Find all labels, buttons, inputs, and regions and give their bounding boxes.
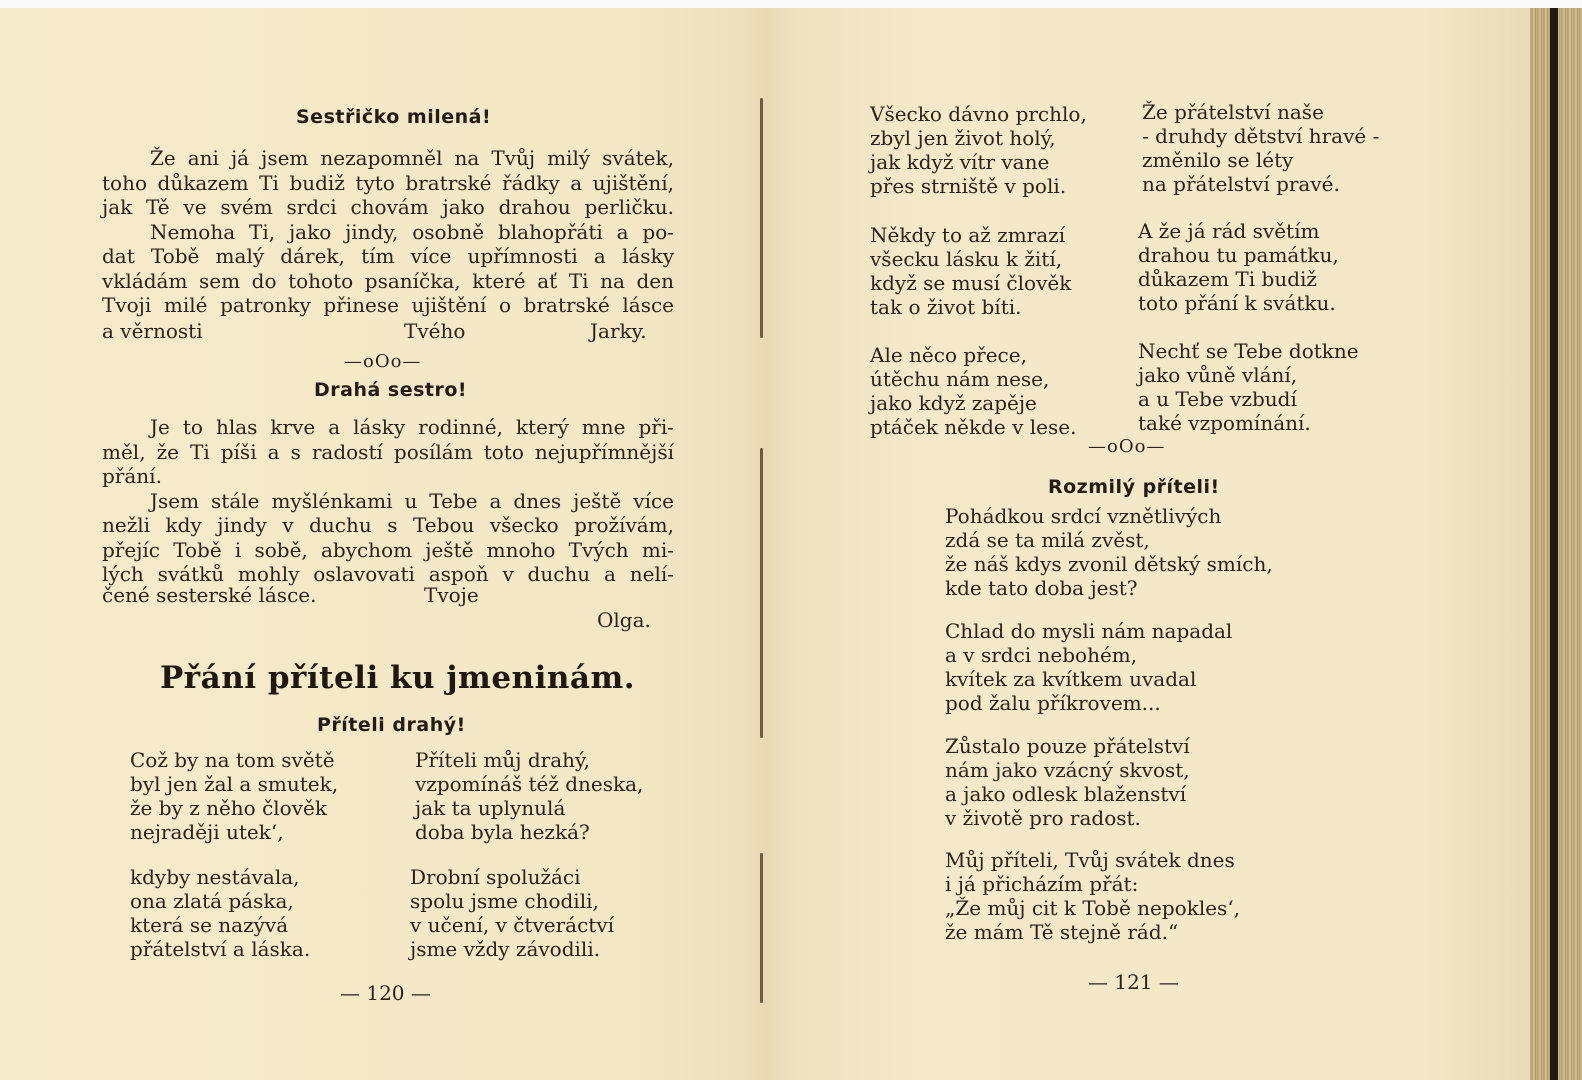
poem-stanza	[945, 619, 1232, 715]
verse-line: která se nazývá	[130, 913, 289, 937]
poem-heading: Příteli drahý!	[317, 714, 466, 736]
verse-line: Nechť se Tebe dotkne	[1138, 339, 1359, 363]
verse-line: Ale něco přece,	[870, 343, 1027, 367]
verse-line: toto přání k svátku.	[1138, 291, 1336, 315]
text-line: Že ani já jsem nezapomněl na Tvůj milý svátek,	[150, 146, 674, 170]
poem-stanza	[945, 848, 1240, 944]
verse-line: - druhdy dětství hravé -	[1142, 124, 1380, 148]
verse-line: byl jen žal a smutek,	[130, 772, 339, 796]
verse-line: ona zlatá páska,	[130, 889, 294, 913]
poem-stanza	[870, 343, 1076, 439]
verse-line: jsme vždy závodili.	[410, 937, 601, 961]
text-line: vkládám sem do tohoto psaníčka, které ať Ti na den	[102, 268, 674, 293]
verse-line: také vzpomínání.	[1138, 411, 1311, 435]
poem-stanza	[1138, 219, 1339, 315]
verse-line: přes strniště v poli.	[870, 174, 1067, 198]
letter2-heading: Drahá sestro!	[314, 379, 468, 401]
verse-line: v životě pro radost.	[945, 806, 1141, 830]
letter2-tvoje: Tvoje	[424, 583, 479, 607]
verse-line: jako když zapěje	[870, 391, 1037, 415]
verse-line: „Že můj cit k Tobě nepokles‘,	[945, 896, 1241, 920]
verse-line: na přátelství pravé.	[1142, 172, 1340, 196]
verse-line: a v srdci nebohém,	[945, 643, 1138, 667]
verse-line: Že přátelství naše	[1142, 100, 1324, 124]
verse-line: zbyl jen život holý,	[870, 126, 1056, 150]
verse-line: i já přicházím přát:	[945, 872, 1139, 896]
verse-line: Což by na tom světě	[130, 748, 335, 772]
text-line: jak Tě ve svém srdci chovám jako drahou perličku.	[102, 195, 674, 219]
letter2-body	[102, 415, 674, 587]
verse-line: jako vůně vlání,	[1138, 363, 1298, 387]
verse-line: kdyby nestávala,	[130, 865, 300, 889]
verse-line: důkazem Ti budiž	[1138, 267, 1317, 291]
verse-line: Příteli můj drahý,	[415, 748, 591, 772]
verse-line: když se musí člověk	[870, 271, 1072, 295]
letter1-closing: a věrnosti	[102, 319, 203, 343]
verse-line: ptáček někde v lese.	[870, 415, 1077, 439]
verse-line: kde tato doba jest?	[945, 576, 1138, 600]
verse-line: že by z něho člověk	[130, 796, 327, 820]
binding-thread	[760, 853, 763, 1003]
poem-stanza	[870, 223, 1071, 319]
poem-stanza	[410, 865, 614, 961]
page-number: — 121 —	[1088, 970, 1179, 994]
verse-line: pod žalu příkrovem...	[945, 691, 1161, 715]
right-page	[780, 8, 1520, 1080]
poem-stanza	[415, 748, 643, 844]
letter2-signature: Olga.	[597, 608, 651, 632]
text-line: Nemoha Ti, jako jindy, osobně blahopřáti a po-	[150, 219, 674, 244]
separator: —oOo—	[1088, 436, 1166, 457]
text-line: lých svátků mohly oslavovati aspoň v duchu a nelí-	[102, 562, 674, 586]
verse-line: přátelství a láska.	[130, 937, 311, 961]
verse-line: doba byla hezká?	[415, 820, 590, 844]
verse-line: nám jako vzácný skvost,	[945, 758, 1190, 782]
verse-line: drahou tu památku,	[1138, 243, 1339, 267]
separator: —oOo—	[344, 351, 422, 372]
verse-line: že mám Tě stejně rád.“	[945, 920, 1179, 944]
text-line: toho důkazem Ti budiž tyto bratrské řádky a ujištění,	[102, 170, 674, 195]
verse-line: Můj příteli, Tvůj svátek dnes	[945, 848, 1235, 872]
text-line: přejíc Tobě i sobě, abychom ještě mnoho Tvých mi-	[102, 537, 674, 562]
poem-stanza	[1138, 339, 1359, 435]
open-book	[0, 8, 1582, 1080]
verse-line: Drobní spolužáci	[410, 865, 581, 889]
text-line: Tvoji milé patronky přinese ujištění o bratrské lásce	[102, 293, 674, 317]
page-number: — 120 —	[340, 981, 431, 1005]
verse-line: jak když vítr vane	[870, 150, 1050, 174]
verse-line: jak ta uplynulá	[415, 796, 566, 820]
verse-line: tak o život bíti.	[870, 295, 1022, 319]
verse-line: zdá se ta milá zvěst,	[945, 528, 1150, 552]
letter1-tveho: Tvého	[404, 319, 466, 343]
text-line: Je to hlas krve a lásky rodinné, který mne při-	[150, 415, 674, 439]
verse-line: nejraději utek‘,	[130, 820, 284, 844]
binding-thread	[760, 98, 763, 338]
letter1-signature: Jarky.	[590, 319, 647, 343]
verse-line: a jako odlesk blaženství	[945, 782, 1187, 806]
verse-line: změnilo se léty	[1142, 148, 1294, 172]
verse-line: že náš kdys zvonil dětský smích,	[945, 552, 1273, 576]
text-line: nežli kdy jindy v duchu s Tebou všecko prožívám,	[102, 513, 674, 537]
verse-line: kvítek za kvítkem uvadal	[945, 667, 1197, 691]
poem-stanza	[870, 102, 1087, 198]
text-line: měl, že Ti píši a s radostí posílám toto nejupřímnější	[102, 439, 674, 464]
left-page	[0, 8, 760, 1080]
verse-line: Chlad do mysli nám napadal	[945, 619, 1233, 643]
verse-line: útěchu nám nese,	[870, 367, 1050, 391]
verse-line: A že já rád světím	[1138, 219, 1320, 243]
verse-line: a u Tebe vzbudí	[1138, 387, 1297, 411]
section-title: Přání příteli ku jmeninám.	[160, 660, 636, 696]
letter1-body	[102, 146, 674, 318]
poem2-heading: Rozmilý příteli!	[1048, 476, 1220, 498]
verse-line: Všecko dávno prchlo,	[870, 102, 1087, 126]
verse-line: vzpomínáš též dneska,	[415, 772, 644, 796]
text-line: Jsem stále myšlénkami u Tebe a dnes ještě více	[150, 488, 674, 513]
verse-line: Zůstalo pouze přátelství	[945, 734, 1190, 758]
verse-line: Někdy to až zmrazí	[870, 223, 1066, 247]
letter1-heading: Sestřičko milená!	[296, 106, 492, 128]
poem-stanza	[130, 865, 310, 961]
verse-line: v učení, v čtveráctví	[410, 913, 615, 937]
verse-line: všecku lásku k žití,	[870, 247, 1063, 271]
poem-stanza	[945, 504, 1273, 600]
text-line: přání.	[102, 464, 162, 488]
text-line: dat Tobě malý dárek, tím více upřímnosti a lásky	[102, 244, 674, 268]
letter2-closing: čené sesterské lásce.	[102, 583, 317, 607]
poem-stanza	[130, 748, 338, 844]
verse-line: Pohádkou srdcí vznětlivých	[945, 504, 1222, 528]
scan-top-border	[0, 0, 1582, 8]
binding-thread	[760, 448, 763, 738]
poem-stanza	[1142, 100, 1379, 196]
poem-stanza	[945, 734, 1190, 830]
book-fore-edge-shadow	[1550, 8, 1558, 1080]
verse-line: spolu jsme chodili,	[410, 889, 599, 913]
